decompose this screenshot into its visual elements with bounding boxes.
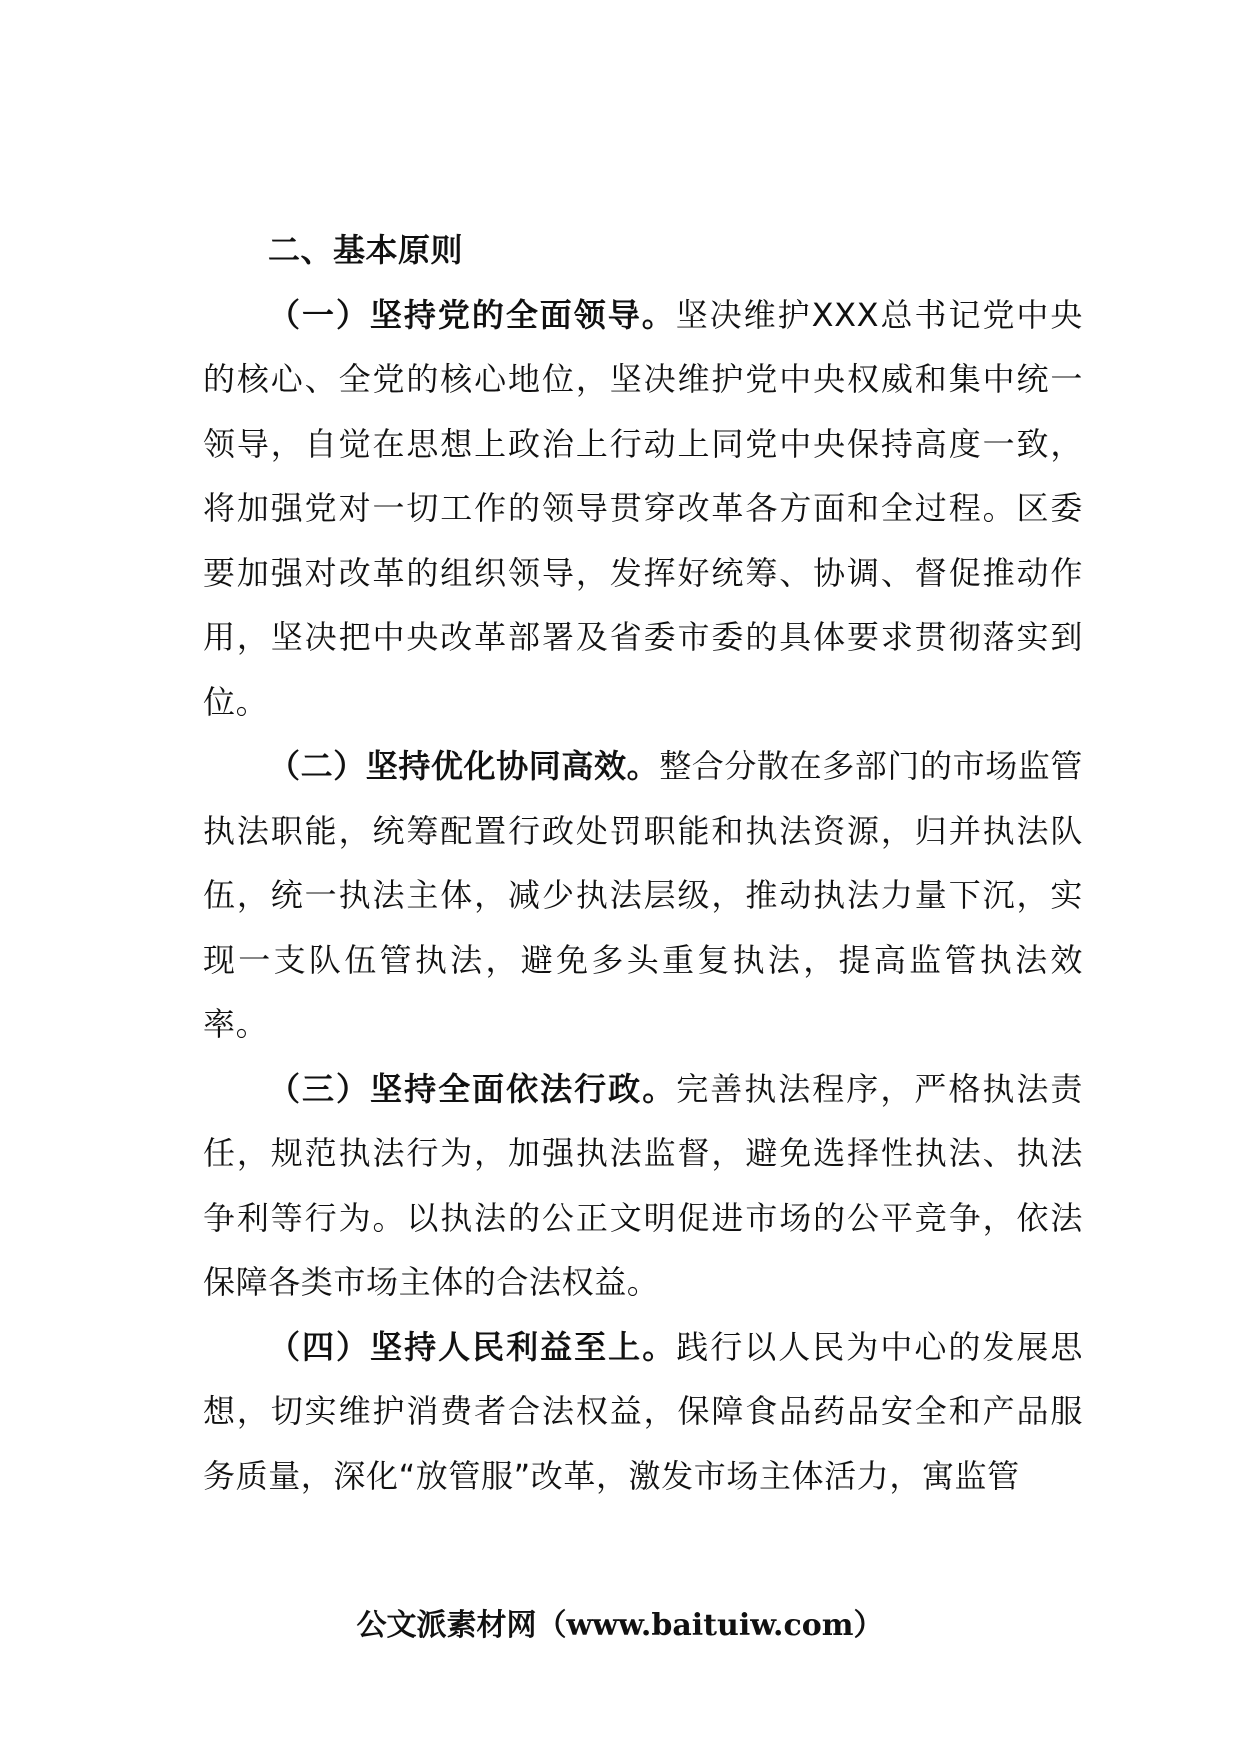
paragraph-4-lead: （四）坚持人民利益至上。 [268,1327,677,1366]
paragraph-1-body: 坚决维护XXX总书记党中央的核心、全党的核心地位，坚决维护党中央权威和集中统一领导，自觉在思想上政治上行动上同党中央保持高度一致，将加强党对一切工作的领导贯穿改革各方面和全过程。区委要加强对改革的组织领导，发挥好统筹、协调、督促推动作用，坚决把中央改革部署及省委市委的具体要求贯彻落实到位。 [203,295,1083,721]
paragraph-1-lead: （一）坚持党的全面领导。 [268,295,676,334]
paragraph-4-body: 践行以人民为中心的发展思想，切实维护消费者合法权益，保障食品药品安全和产品服务质量，深化“放管服”改革，激发市场主体活力，寓监管 [203,1327,1084,1495]
section-heading: 二、基本原则 [268,231,464,269]
paragraph-1 [203,283,1083,735]
paragraph-2-lead: （二）坚持优化协同高效。 [268,747,660,785]
footer-watermark: 公文派素材网（www.baituiw.com） [356,1608,884,1643]
paragraph-3 [203,1057,1083,1315]
paragraph-4 [203,1315,1083,1509]
paragraph-2-body: 整合分散在多部门的市场监管执法职能，统筹配置行政处罚职能和执法资源，归并执法队伍，统一执法主体，减少执法层级，推动执法力量下沉，实现一支队伍管执法，避免多头重复执法，提高监管执法效率。 [203,747,1084,1043]
paragraph-3-body: 完善执法程序，严格执法责任，规范执法行为，加强执法监督，避免选择性执法、执法争利等行为。以执法的公正文明促进市场的公平竞争，依法保障各类市场主体的合法权益。 [203,1069,1084,1301]
paragraph-3-lead: （三）坚持全面依法行政。 [268,1069,677,1108]
paragraph-2 [203,734,1083,1057]
document-body [203,218,1083,1508]
